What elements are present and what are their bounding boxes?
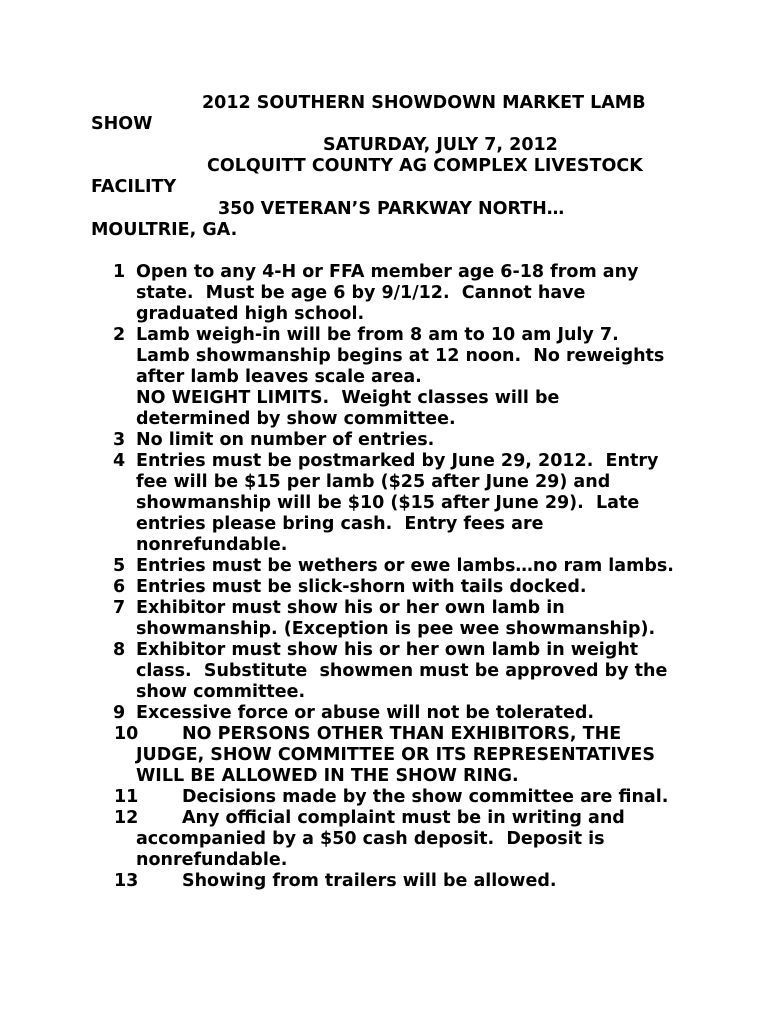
rule-number: 8 bbox=[113, 640, 126, 660]
rule-number: 6 bbox=[113, 577, 126, 597]
rule-number: 2 bbox=[113, 325, 126, 345]
rule-number: 9 bbox=[113, 703, 126, 723]
rule-number: 12 bbox=[114, 808, 139, 828]
address-line-1: 350 VETERAN’S PARKWAY NORTH… bbox=[218, 199, 565, 219]
event-date: SATURDAY, JULY 7, 2012 bbox=[323, 135, 558, 155]
rule-text: Lamb weigh-in will be from 8 am to 10 am July 7. Lamb showmanship begins at 12 noon. No reweights after lamb leaves scale area. NO WEIGHT LIMITS. Weight classes will be determined by show committee. bbox=[136, 325, 665, 429]
rule-text: Exhibitor must show his or her own lamb in weight class. Substitute showmen must be approved by the show committee. bbox=[136, 640, 668, 702]
rule-number: 1 bbox=[113, 262, 126, 282]
rule-item bbox=[0, 451, 770, 556]
rule-item bbox=[0, 325, 770, 430]
address-line-2: MOULTRIE, GA. bbox=[91, 220, 238, 240]
rule-item bbox=[0, 703, 770, 724]
rule-number: 5 bbox=[113, 556, 126, 576]
rule-item bbox=[0, 262, 770, 325]
rule-text: Excessive force or abuse will not be tolerated. bbox=[136, 703, 594, 723]
venue-line-2: FACILITY bbox=[91, 177, 177, 197]
title-line-2: SHOW bbox=[91, 114, 153, 134]
rule-text: Exhibitor must show his or her own lamb in showmanship. (Exception is pee wee showmanship). bbox=[136, 598, 656, 639]
rule-text: Entries must be slick-shorn with tails docked. bbox=[136, 577, 587, 597]
rule-text: Any official complaint must be in writing and accompanied by a $50 cash deposit. Deposit is nonrefundable. bbox=[136, 808, 625, 870]
rule-text: Entries must be postmarked by June 29, 2012. Entry fee will be $15 per lamb ($25 after June 29) and showmanship will be $10 ($15 after June 29). Late entries please bring cash. Entry fees are nonrefundable. bbox=[136, 451, 659, 555]
rule-item bbox=[0, 430, 770, 451]
rule-number: 10 bbox=[114, 724, 139, 744]
rule-number: 4 bbox=[113, 451, 126, 471]
rule-item bbox=[0, 787, 770, 808]
rule-number: 7 bbox=[113, 598, 126, 618]
rule-item bbox=[0, 598, 770, 640]
rule-number: 3 bbox=[113, 430, 126, 450]
rules-list bbox=[0, 262, 770, 892]
rule-item bbox=[0, 577, 770, 598]
rule-number: 13 bbox=[114, 871, 139, 891]
rule-item bbox=[0, 871, 770, 892]
rule-text: Open to any 4-H or FFA member age 6-18 from any state. Must be age 6 by 9/1/12. Cannot have graduated high school. bbox=[136, 262, 639, 324]
rule-item bbox=[0, 808, 770, 871]
rule-text: Entries must be wethers or ewe lambs…no ram lambs. bbox=[136, 556, 674, 576]
rule-text: Decisions made by the show committee are final. bbox=[182, 787, 669, 807]
rule-item bbox=[0, 724, 770, 787]
rule-item bbox=[0, 640, 770, 703]
rule-text: NO PERSONS OTHER THAN EXHIBITORS, THE JUDGE, SHOW COMMITTEE OR ITS REPRESENTATIVES WILL BE ALLOWED IN THE SHOW RING. bbox=[136, 724, 655, 786]
rule-item bbox=[0, 556, 770, 577]
title-line-1: 2012 SOUTHERN SHOWDOWN MARKET LAMB bbox=[202, 93, 646, 113]
rule-text: No limit on number of entries. bbox=[136, 430, 435, 450]
rule-text: Showing from trailers will be allowed. bbox=[182, 871, 557, 891]
rule-number: 11 bbox=[114, 787, 139, 807]
venue-line-1: COLQUITT COUNTY AG COMPLEX LIVESTOCK bbox=[207, 156, 643, 176]
